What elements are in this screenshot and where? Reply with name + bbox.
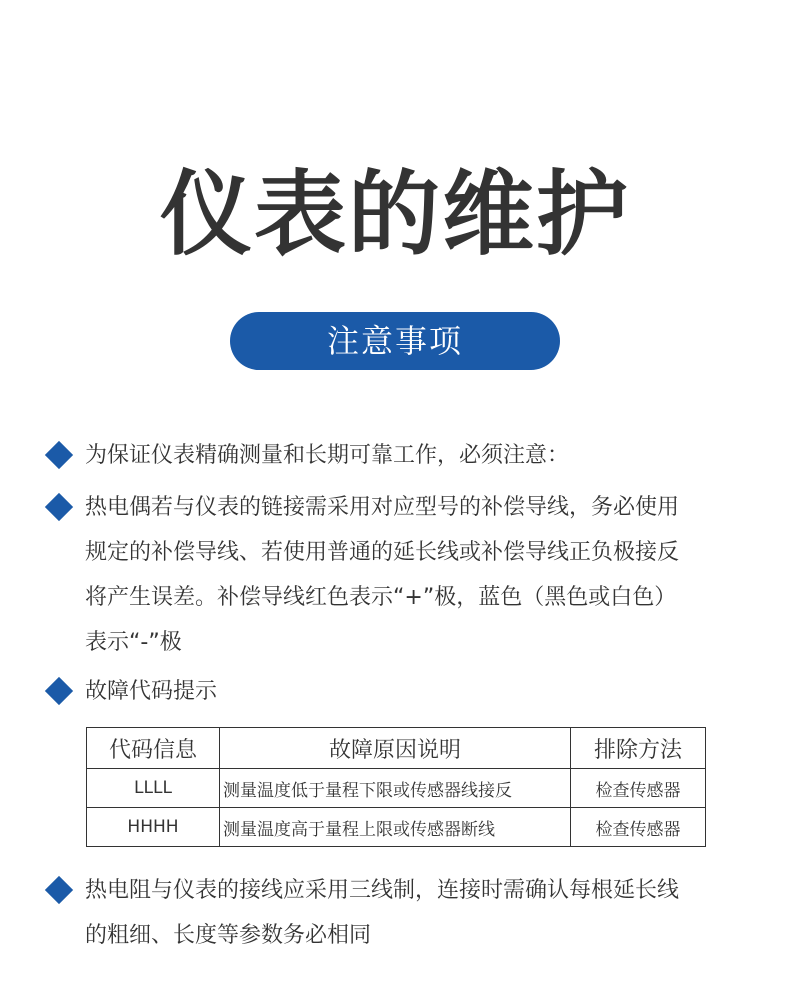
fault-remedy-cell: 检查传感器 bbox=[571, 769, 706, 808]
bullet-thermocouple-line: 表示“-”极 bbox=[85, 630, 182, 655]
table-row bbox=[87, 769, 706, 808]
page-title: 仪表的维护 bbox=[159, 161, 630, 268]
bullet-intro-line: 为保证仪表精确测量和长期可靠工作，必须注意： bbox=[85, 443, 570, 468]
diamond-icon bbox=[45, 876, 73, 904]
fault-remedy-cell: 检查传感器 bbox=[571, 808, 706, 847]
bullet-rtd-line: 热电阻与仪表的接线应采用三线制，连接时需确认每根延长线 bbox=[85, 878, 680, 903]
diamond-icon bbox=[45, 677, 73, 705]
fault-reason-cell: 测量温度低于量程下限或传感器线接反 bbox=[220, 769, 571, 808]
fault-reason-cell: 测量温度高于量程上限或传感器断线 bbox=[220, 808, 571, 847]
diamond-icon bbox=[45, 493, 73, 521]
bullet-fault-codes-line: 故障代码提示 bbox=[85, 679, 218, 704]
table-header-row bbox=[87, 728, 706, 769]
table-header-cell: 排除方法 bbox=[571, 728, 706, 769]
bullet-thermocouple-line: 热电偶若与仪表的链接需采用对应型号的补偿导线，务必使用 bbox=[85, 495, 680, 520]
fault-code-cell: HHHH bbox=[87, 808, 220, 847]
diamond-icon bbox=[45, 441, 73, 469]
bullet-thermocouple-line: 将产生误差。补偿导线红色表示“+”极，蓝色（黑色或白色） bbox=[85, 585, 677, 610]
section-badge: 注意事项 bbox=[230, 312, 560, 370]
fault-code-table bbox=[86, 727, 706, 847]
table-row bbox=[87, 808, 706, 847]
bullet-rtd-line: 的粗细、长度等参数务必相同 bbox=[85, 923, 372, 948]
fault-code-cell: LLLL bbox=[87, 769, 220, 808]
bullet-thermocouple-line: 规定的补偿导线、若使用普通的延长线或补偿导线正负极接反 bbox=[85, 540, 680, 565]
table-header-cell: 故障原因说明 bbox=[220, 728, 571, 769]
table-header-cell: 代码信息 bbox=[87, 728, 220, 769]
